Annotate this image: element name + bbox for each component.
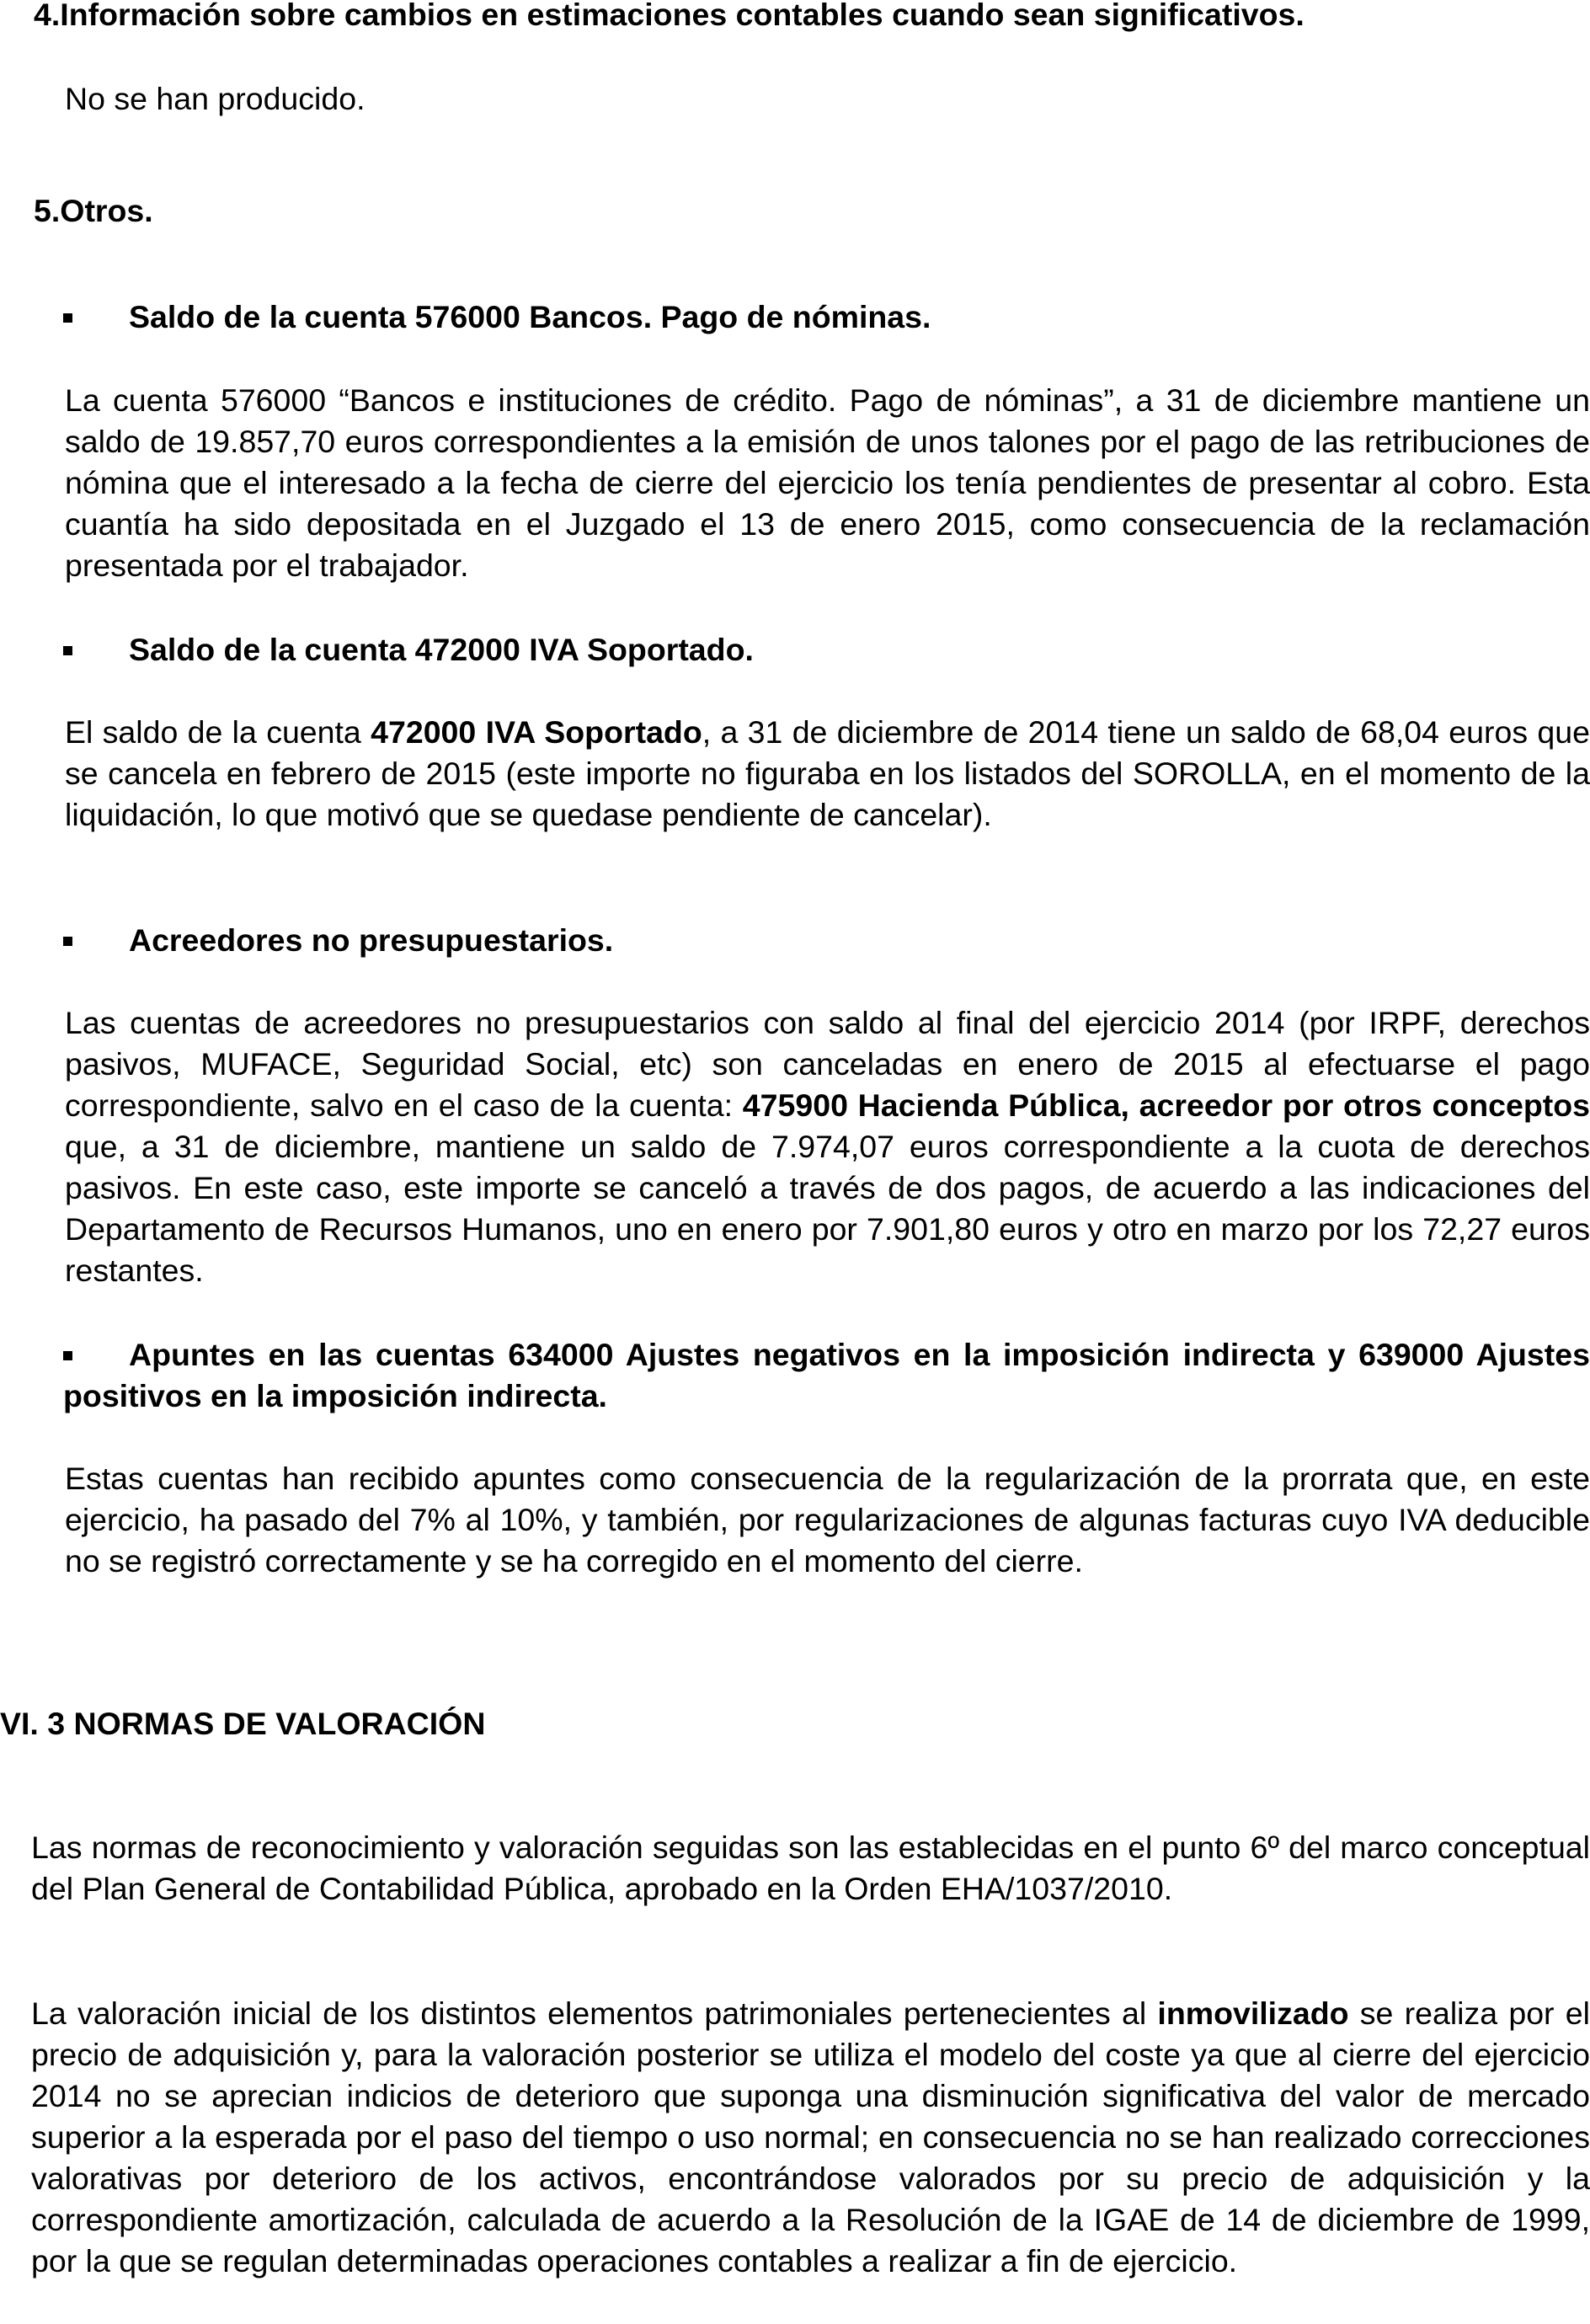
account-name-bold: 472000 IVA Soportado <box>371 714 702 750</box>
section-vi3-heading: VI. 3 NORMAS DE VALORACIÓN <box>0 1706 486 1741</box>
bullet-item-1-text: La cuenta 576000 “Bancos e instituciones de crédito. Pago de nóminas”, a 31 de diciembre mantiene un saldo de 19.857,70 euros correspondientes a la emisión de unos talones por el pago de las retribuciones de nómina que el interesado a la fecha de cierre del ejercicio los tenía pendientes de presentar al cobro. Esta cuantía ha sido depositada en el Juzgado el 13 de enero 2015, como consecuencia de la reclamación presentada por el trabajador. <box>65 382 1590 583</box>
bullet-item-4 <box>63 1334 1590 1417</box>
section-vi3-paragraph-1: Las normas de reconocimiento y valoración seguidas son las establecidas en el punto 6º del marco conceptual del Plan General de Contabilidad Pública, aprobado en la Orden EHA/1037/2010. <box>31 1830 1590 1906</box>
square-bullet-icon <box>63 1351 72 1360</box>
text-run: El saldo de la cuenta <box>65 714 371 750</box>
square-bullet-icon <box>63 937 72 946</box>
bullet-item-3 <box>63 920 1590 961</box>
section-vi3-paragraph-2 <box>31 1993 1590 2282</box>
bullet-item-1-title: Saldo de la cuenta 576000 Bancos. Pago de nóminas. <box>129 299 931 334</box>
section-4-text: No se han producido. <box>65 81 365 116</box>
square-bullet-icon <box>63 646 72 655</box>
inmovilizado-bold: inmovilizado <box>1157 1995 1349 2031</box>
text-run: se realiza por el precio de adquisición y, para la valoración posterior se utiliza el modelo del coste ya que al cierre del ejercicio 2014 no se aprecian indicios de deterioro que suponga una disminución significativa del valor de mercado superior a la esperada por el paso del tiempo o uso normal; en consecuencia no se han realizado correcciones valorativas por deterioro de los activos, encontrándose valorados por su precio de adquisición y la correspondiente amortización, calculada de acuerdo a la Resolución de la IGAE de 14 de diciembre de 1999, por la que se regulan determinadas operaciones contables a realizar a fin de ejercicio. <box>31 1995 1590 2279</box>
text-run: , a 31 de diciembre de 2014 tiene un saldo de 68,04 euros que se cancela en febrero de 2015 (este importe no figuraba en los listados del SOROLLA, en el momento de la liquidación, lo que motivó que se quedase pendiente de cancelar). <box>65 714 1590 832</box>
account-name-bold: 475900 Hacienda Pública, acreedor por otros conceptos <box>742 1087 1590 1123</box>
bullet-item-4-text: Estas cuentas han recibido apuntes como consecuencia de la regularización de la prorrata que, en este ejercicio, ha pasado del 7% al 10%, y también, por regularizaciones de algunas facturas cuyo IVA deducible no se registró correctamente y se ha corregido en el momento del cierre. <box>65 1461 1590 1579</box>
square-bullet-icon <box>63 313 72 323</box>
section-4-heading: 4.Información sobre cambios en estimaciones contables cuando sean significativos. <box>34 0 1305 32</box>
bullet-item-1 <box>63 297 1590 338</box>
text-run: Las cuentas de acreedores no presupuestarios con saldo al final del ejercicio 2014 (por IRPF, derechos pasivos, MUFACE, Seguridad Social, etc) son canceladas en enero de 2015 al efectuarse el pago correspondiente, salvo en el caso de la cuenta: <box>65 1005 1590 1123</box>
bullet-item-2-title: Saldo de la cuenta 472000 IVA Soportado. <box>129 632 754 667</box>
bullet-item-2 <box>63 629 1590 670</box>
text-run: que, a 31 de diciembre, mantiene un saldo de 7.974,07 euros correspondiente a la cuota de derechos pasivos. En este caso, este importe se canceló a través de dos pagos, de acuerdo a las indicaciones del Departamento de Recursos Humanos, uno en enero por 7.901,80 euros y otro en marzo por los 72,27 euros restantes. <box>65 1129 1590 1288</box>
bullet-item-3-title: Acreedores no presupuestarios. <box>129 922 614 958</box>
bullet-item-3-text <box>65 1002 1590 1291</box>
bullet-item-4-title: Apuntes en las cuentas 634000 Ajustes negativos en la imposición indirecta y 639000 Ajustes positivos en la imposición indirecta. <box>63 1337 1590 1413</box>
bullet-item-2-text <box>65 712 1590 836</box>
section-5-heading: 5.Otros. <box>34 193 153 228</box>
text-run: La valoración inicial de los distintos elementos patrimoniales pertenecientes al <box>31 1995 1158 2031</box>
